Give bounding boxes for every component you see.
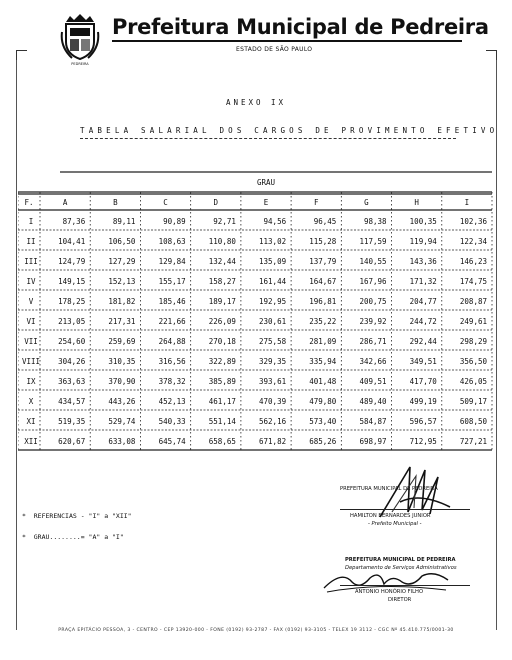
salary-cell: 329,35 [259, 357, 287, 366]
salary-cell: 409,51 [359, 377, 387, 386]
grades-text: GRAU........= "A" a "I" [33, 533, 124, 541]
salary-cell: 98,38 [363, 217, 387, 226]
salary-cell: 712,95 [409, 437, 437, 446]
salary-cell: 417,70 [409, 377, 437, 386]
table-title: TABELA SALARIAL DOS CARGOS DE PROVIMENTO EFETIVO [80, 126, 499, 135]
salary-cell: 608,50 [459, 417, 487, 426]
salary-cell: 573,40 [309, 417, 337, 426]
signatory-name: ANTONIO HONÓRIO FILHO [355, 589, 424, 595]
salary-cell: 90,89 [163, 217, 186, 226]
salary-cell: 122,34 [459, 237, 487, 246]
salary-cell: 106,50 [108, 237, 136, 246]
salary-cell: 192,95 [259, 297, 287, 306]
salary-cell: 519,35 [58, 417, 86, 426]
salary-cell: 113,02 [259, 237, 287, 246]
grade-column-header: B [113, 198, 118, 207]
grade-column-header: C [163, 198, 168, 207]
salary-cell: 620,67 [58, 437, 86, 446]
salary-cell: 286,71 [359, 337, 387, 346]
salary-cell: 426,05 [459, 377, 487, 386]
salary-cell: 727,21 [459, 437, 487, 446]
salary-cell: 208,87 [459, 297, 487, 306]
salary-cell: 509,17 [459, 397, 487, 406]
salary-cell: 226,09 [208, 317, 236, 326]
salary-cell: 562,16 [259, 417, 287, 426]
salary-cell: 174,75 [459, 277, 487, 286]
reference-cell: VII [24, 337, 38, 346]
stamp-department: Departamento de Serviços Administrativos [345, 565, 457, 571]
reference-cell: XI [26, 417, 36, 426]
salary-cell: 596,57 [409, 417, 437, 426]
salary-cell: 127,29 [108, 257, 136, 266]
salary-cell: 152,13 [108, 277, 136, 286]
salary-cell: 213,05 [58, 317, 86, 326]
salary-cell: 370,90 [108, 377, 136, 386]
salary-cell: 164,67 [309, 277, 337, 286]
signature-org: PREFEITURA MUNICIPAL DE PEDREIRA [340, 486, 438, 492]
reference-cell: X [28, 397, 34, 406]
salary-cell: 264,88 [158, 337, 186, 346]
salary-cell: 349,51 [409, 357, 437, 366]
salary-cell: 434,57 [58, 397, 86, 406]
salary-cell: 479,80 [309, 397, 337, 406]
grade-column-header: G [364, 198, 369, 207]
salary-cell: 270,18 [208, 337, 236, 346]
salary-cell: 96,45 [313, 217, 337, 226]
salary-cell: 254,60 [58, 337, 86, 346]
salary-cell: 249,61 [459, 317, 487, 326]
salary-cell: 167,96 [359, 277, 387, 286]
salary-cell: 110,80 [208, 237, 236, 246]
salary-cell: 499,19 [409, 397, 437, 406]
references-text: REFERENCIAS - "I" a "XII" [33, 512, 132, 520]
salary-cell: 100,35 [409, 217, 437, 226]
references-note: * REFERENCIAS - "I" a "XII" [22, 512, 132, 520]
signatory-name: HAMILTON BERNARDES JUNIOR [350, 513, 431, 519]
salary-cell: 645,74 [158, 437, 186, 446]
salary-cell: 89,11 [112, 217, 136, 226]
footer-address: PRAÇA EPITÁCIO PESSOA, 3 - CENTRO - CEP 13920-000 - FONE (0192) 93-2787 - FAX (0192) 93-3105 - TELEX 19 3112 - CGC Nº 45.410.775/0001-30 [58, 628, 454, 633]
salary-cell: 281,09 [309, 337, 337, 346]
salary-cell: 633,08 [108, 437, 136, 446]
page-corner-mark [16, 50, 27, 61]
salary-cell: 292,44 [409, 337, 437, 346]
page-border-left [16, 60, 17, 630]
salary-cell: 119,94 [409, 237, 437, 246]
grade-column-header: A [62, 198, 68, 207]
reference-cell: IV [26, 277, 36, 286]
salary-cell: 385,89 [208, 377, 236, 386]
city-crest-logo [60, 12, 100, 62]
salary-cell: 92,71 [213, 217, 236, 226]
salary-cell: 461,17 [208, 397, 236, 406]
salary-cell: 310,35 [108, 357, 136, 366]
salary-cell: 304,26 [58, 357, 86, 366]
salary-cell: 393,61 [259, 377, 287, 386]
salary-cell: 230,61 [259, 317, 287, 326]
reference-cell: XII [24, 437, 38, 446]
salary-cell: 298,29 [459, 337, 487, 346]
salary-cell: 443,26 [108, 397, 136, 406]
salary-cell: 149,15 [58, 277, 86, 286]
salary-cell: 178,25 [58, 297, 86, 306]
salary-cell: 115,28 [309, 237, 337, 246]
salary-cell: 363,63 [58, 377, 86, 386]
letterhead-title: Prefeitura Municipal de Pedreira [112, 15, 489, 39]
salary-cell: 171,32 [409, 277, 437, 286]
salary-cell: 124,79 [58, 257, 86, 266]
salary-cell: 185,46 [158, 297, 186, 306]
salary-cell: 235,22 [309, 317, 337, 326]
salary-cell: 698,97 [359, 437, 387, 446]
table-cells [22, 178, 488, 446]
letterhead-subtitle: ESTADO DE SÃO PAULO [236, 46, 313, 53]
reference-cell: VIII [21, 357, 41, 366]
salary-cell: 146,23 [459, 257, 487, 266]
reference-cell: I [28, 217, 34, 226]
salary-cell: 529,74 [108, 417, 136, 426]
signatory-title: - Prefeito Municipal - [368, 521, 422, 527]
salary-cell: 540,33 [158, 417, 186, 426]
salary-cell: 584,87 [359, 417, 387, 426]
salary-cell: 161,44 [259, 277, 287, 286]
salary-cell: 155,17 [158, 277, 186, 286]
salary-cell: 181,82 [108, 297, 136, 306]
salary-cell: 316,56 [158, 357, 186, 366]
salary-cell: 108,63 [158, 237, 186, 246]
salary-cell: 335,94 [309, 357, 337, 366]
salary-cell: 102,36 [459, 217, 487, 226]
salary-cell: 259,69 [108, 337, 136, 346]
salary-cell: 244,72 [409, 317, 437, 326]
reference-column-header: F. [24, 198, 34, 207]
salary-cell: 275,58 [259, 337, 287, 346]
salary-cell: 221,66 [158, 317, 186, 326]
salary-cell: 239,92 [359, 317, 387, 326]
reference-cell: VI [26, 317, 36, 326]
table-grid [18, 172, 492, 452]
salary-cell: 200,75 [359, 297, 387, 306]
reference-cell: V [28, 297, 34, 306]
salary-cell: 196,81 [309, 297, 337, 306]
grade-column-header: H [414, 198, 419, 207]
grades-note: * GRAU........= "A" a "I" [22, 533, 124, 541]
salary-cell: 658,65 [208, 437, 236, 446]
salary-cell: 140,55 [359, 257, 387, 266]
salary-cell: 135,09 [259, 257, 287, 266]
salary-cell: 551,14 [208, 417, 236, 426]
title-underline [80, 138, 456, 139]
reference-cell: IX [26, 377, 36, 386]
stamp-org: PREFEITURA MUNICIPAL DE PEDREIRA [345, 557, 456, 563]
grade-column-header: I [464, 198, 470, 207]
salary-cell: 104,41 [58, 237, 86, 246]
salary-cell: 189,17 [208, 297, 236, 306]
salary-cell: 356,50 [459, 357, 487, 366]
salary-cell: 470,39 [259, 397, 287, 406]
salary-cell: 204,77 [409, 297, 437, 306]
salary-cell: 87,36 [62, 217, 86, 226]
reference-cell: II [26, 237, 36, 246]
salary-cell: 117,59 [359, 237, 387, 246]
salary-cell: 671,82 [259, 437, 287, 446]
salary-cell: 378,32 [158, 377, 186, 386]
salary-cell: 132,44 [208, 257, 236, 266]
grau-group-header: GRAU [256, 178, 276, 187]
reference-cell: III [24, 257, 38, 266]
salary-cell: 94,56 [263, 217, 287, 226]
salary-cell: 489,40 [359, 397, 387, 406]
salary-cell: 322,89 [208, 357, 236, 366]
salary-cell: 452,13 [158, 397, 186, 406]
letterhead-rule [112, 40, 462, 42]
salary-cell: 143,36 [409, 257, 437, 266]
salary-cell: 217,31 [108, 317, 136, 326]
salary-cell: 401,48 [309, 377, 337, 386]
salary-cell: 137,79 [309, 257, 337, 266]
signature-line [340, 585, 470, 586]
salary-cell: 158,27 [208, 277, 236, 286]
salary-cell: 129,84 [158, 257, 186, 266]
grade-column-header: E [263, 198, 269, 207]
salary-cell: 342,66 [359, 357, 387, 366]
grade-column-header: F [313, 198, 319, 207]
crest-caption: PEDREIRA [71, 62, 89, 66]
salary-cell: 685,26 [309, 437, 337, 446]
salary-table [18, 166, 498, 456]
signatory-title: DIRETOR [388, 597, 412, 603]
signature-line [340, 509, 470, 510]
grade-column-header: D [213, 198, 219, 207]
annex-heading: ANEXO IX [225, 98, 287, 107]
